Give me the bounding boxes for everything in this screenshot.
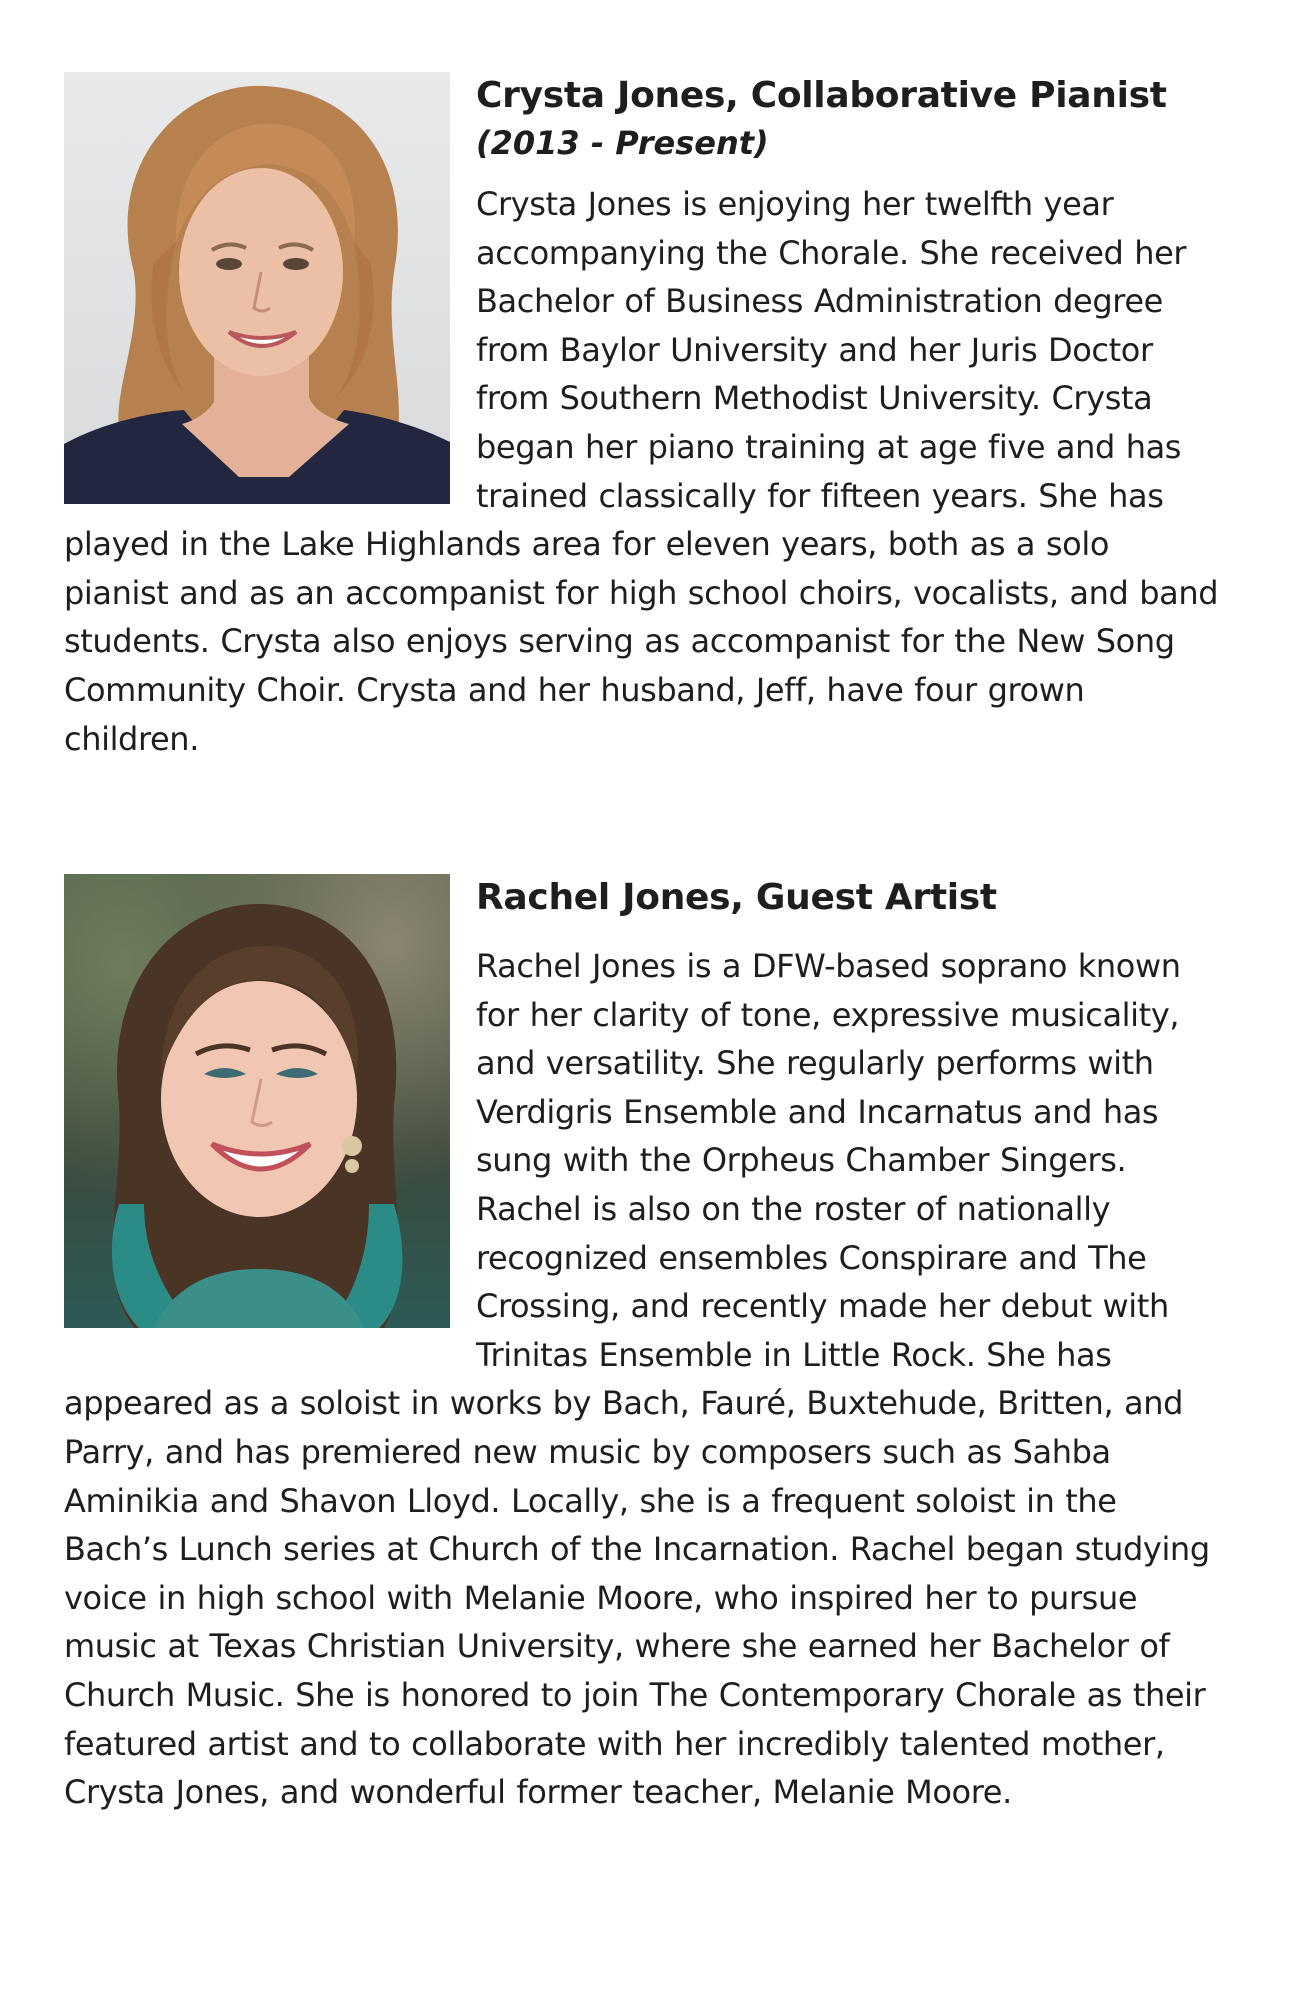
portrait-photo-rachel (64, 874, 450, 1328)
bio-name: Rachel Jones, Guest Artist (476, 877, 997, 918)
bio-rachel-jones (64, 874, 1224, 1817)
bio-text: Crysta Jones is enjoying her twelfth year accompanying the Chorale. She received her Bachelor of Business Administration degree from Baylor University and her Juris Doctor from Southern Methodist University. Crysta began her piano training at age five and has trained classically for fifteen years. She has played in the Lake Highlands area for eleven years, both as a solo pianist and as an accompanist for high school choirs, vocalists, and band students. Crysta also enjoys serving as accompanist for the New Song Community Choir. Crysta and her husband, Jeff, have four grown children. (64, 185, 1219, 758)
portrait-photo-crysta (64, 72, 450, 504)
bio-name: Crysta Jones, Collaborative Pianist (476, 75, 1167, 116)
bio-text: Rachel Jones is a DFW-based soprano known for her clarity of tone, expressive musicality, and versatility. She regularly performs with Verdigris Ensemble and Incarnatus and has sung with the Orpheus Chamber Singers. Rachel is also on the roster of nationally recognized ensembles Conspirare and The Crossing, and recently made her debut with Trinitas Ensemble in Little Rock. She has appeared as a soloist in works by Bach, Fauré, Buxtehude, Britten, and Parry, and has premiered new music by composers such as Sahba Aminikia and Shavon Lloyd. Locally, she is a frequent soloist in the Bach’s Lunch series at Church of the Incarnation. Rachel began studying voice in high school with Melanie Moore, who inspired her to pursue music at Texas Christian University, where she earned her Bachelor of Church Music. She is honored to join The Contemporary Chorale as their featured artist and to collaborate with her incredibly talented mother, Crysta Jones, and wonderful former teacher, Melanie Moore. (64, 947, 1210, 1812)
bio-crysta-jones (64, 72, 1224, 763)
bio-tenure: (2013 - Present) (476, 124, 769, 162)
